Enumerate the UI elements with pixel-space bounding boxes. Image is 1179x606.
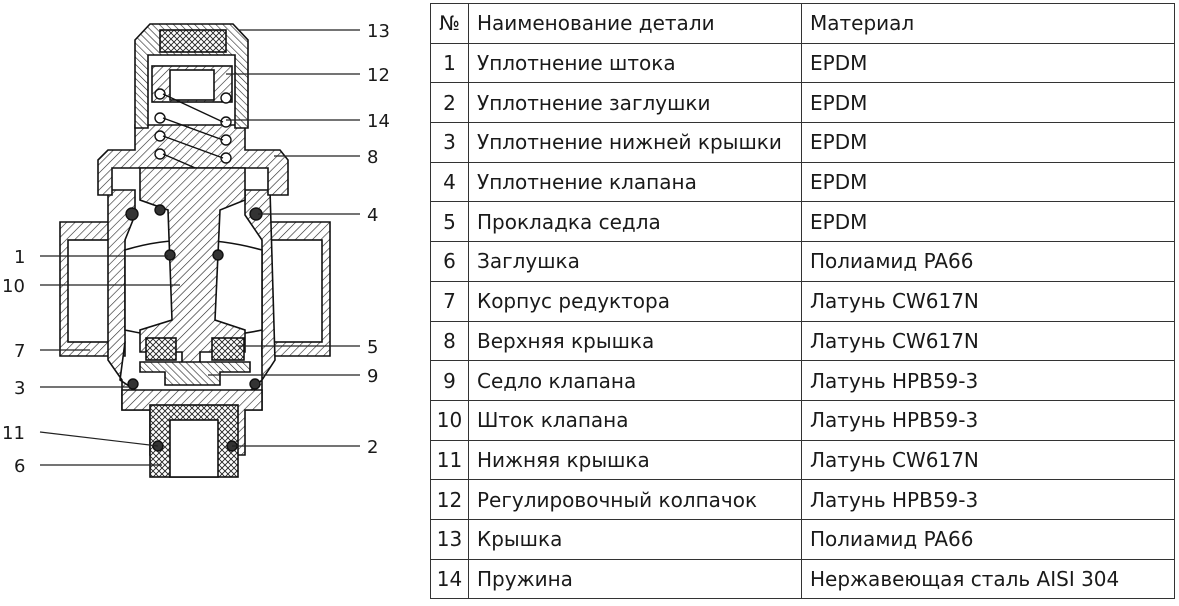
callout-label: 10 — [2, 276, 25, 297]
callout-label: 9 — [367, 366, 379, 387]
cell-material: Латунь HPB59-3 — [802, 400, 1175, 440]
table-header-row — [431, 4, 1175, 44]
table-row — [431, 83, 1175, 123]
cell-material: EPDM — [802, 43, 1175, 83]
cell-name: Уплотнение заглушки — [469, 83, 802, 123]
cell-material: Латунь CW617N — [802, 440, 1175, 480]
cell-name: Уплотнение штока — [469, 43, 802, 83]
callout-label: 5 — [367, 337, 379, 358]
callout-label: 14 — [367, 111, 390, 132]
cell-num: 2 — [431, 83, 469, 123]
cell-name: Крышка — [469, 519, 802, 559]
valve-section-drawing — [0, 0, 410, 606]
cell-num: 12 — [431, 480, 469, 520]
callout-label: 11 — [2, 423, 25, 444]
cell-num: 11 — [431, 440, 469, 480]
table-row — [431, 480, 1175, 520]
cell-material: Латунь CW617N — [802, 281, 1175, 321]
cell-num: 4 — [431, 162, 469, 202]
cell-name: Пружина — [469, 559, 802, 599]
cell-num: 1 — [431, 43, 469, 83]
cell-num: 8 — [431, 321, 469, 361]
cell-material: Полиамид PA66 — [802, 242, 1175, 282]
plug — [150, 405, 238, 477]
cell-material: EPDM — [802, 83, 1175, 123]
cell-name: Нижняя крышка — [469, 440, 802, 480]
cell-material: Латунь HPB59-3 — [802, 480, 1175, 520]
cell-material: EPDM — [802, 162, 1175, 202]
callout-label: 8 — [367, 147, 379, 168]
cell-material: Нержавеющая сталь AISI 304 — [802, 559, 1175, 599]
cell-name: Уплотнение клапана — [469, 162, 802, 202]
cell-material: Латунь CW617N — [802, 321, 1175, 361]
callout-label: 3 — [14, 378, 26, 399]
table-row — [431, 400, 1175, 440]
table-row — [431, 43, 1175, 83]
table-row — [431, 559, 1175, 599]
table-row — [431, 440, 1175, 480]
callout-label: 2 — [367, 437, 379, 458]
cell-name: Корпус редуктора — [469, 281, 802, 321]
header-name: Наименование детали — [469, 4, 802, 44]
cell-num: 14 — [431, 559, 469, 599]
table-row — [431, 281, 1175, 321]
cell-num: 6 — [431, 242, 469, 282]
table-row — [431, 519, 1175, 559]
header-material: Материал — [802, 4, 1175, 44]
callout-label: 1 — [14, 247, 26, 268]
table-row — [431, 321, 1175, 361]
cell-num: 5 — [431, 202, 469, 242]
callout-label: 7 — [14, 341, 26, 362]
cell-name: Прокладка седла — [469, 202, 802, 242]
cell-material: Полиамид PA66 — [802, 519, 1175, 559]
cell-material: Латунь HPB59-3 — [802, 361, 1175, 401]
cell-num: 9 — [431, 361, 469, 401]
callout-label: 6 — [14, 456, 26, 477]
cell-num: 13 — [431, 519, 469, 559]
cell-num: 10 — [431, 400, 469, 440]
table-row — [431, 162, 1175, 202]
table-row — [431, 242, 1175, 282]
parts-table — [430, 3, 1175, 599]
cell-num: 3 — [431, 123, 469, 163]
cell-name: Заглушка — [469, 242, 802, 282]
table-row — [431, 361, 1175, 401]
header-num: № — [431, 4, 469, 44]
cell-name: Регулировочный колпачок — [469, 480, 802, 520]
cell-name: Шток клапана — [469, 400, 802, 440]
cell-name: Уплотнение нижней крышки — [469, 123, 802, 163]
cell-name: Верхняя крышка — [469, 321, 802, 361]
callout-label: 13 — [367, 21, 390, 42]
cell-num: 7 — [431, 281, 469, 321]
cell-name: Седло клапана — [469, 361, 802, 401]
table-row — [431, 202, 1175, 242]
callout-label: 4 — [367, 205, 379, 226]
cell-material: EPDM — [802, 123, 1175, 163]
callout-label: 12 — [367, 65, 390, 86]
table-row — [431, 123, 1175, 163]
cell-material: EPDM — [802, 202, 1175, 242]
